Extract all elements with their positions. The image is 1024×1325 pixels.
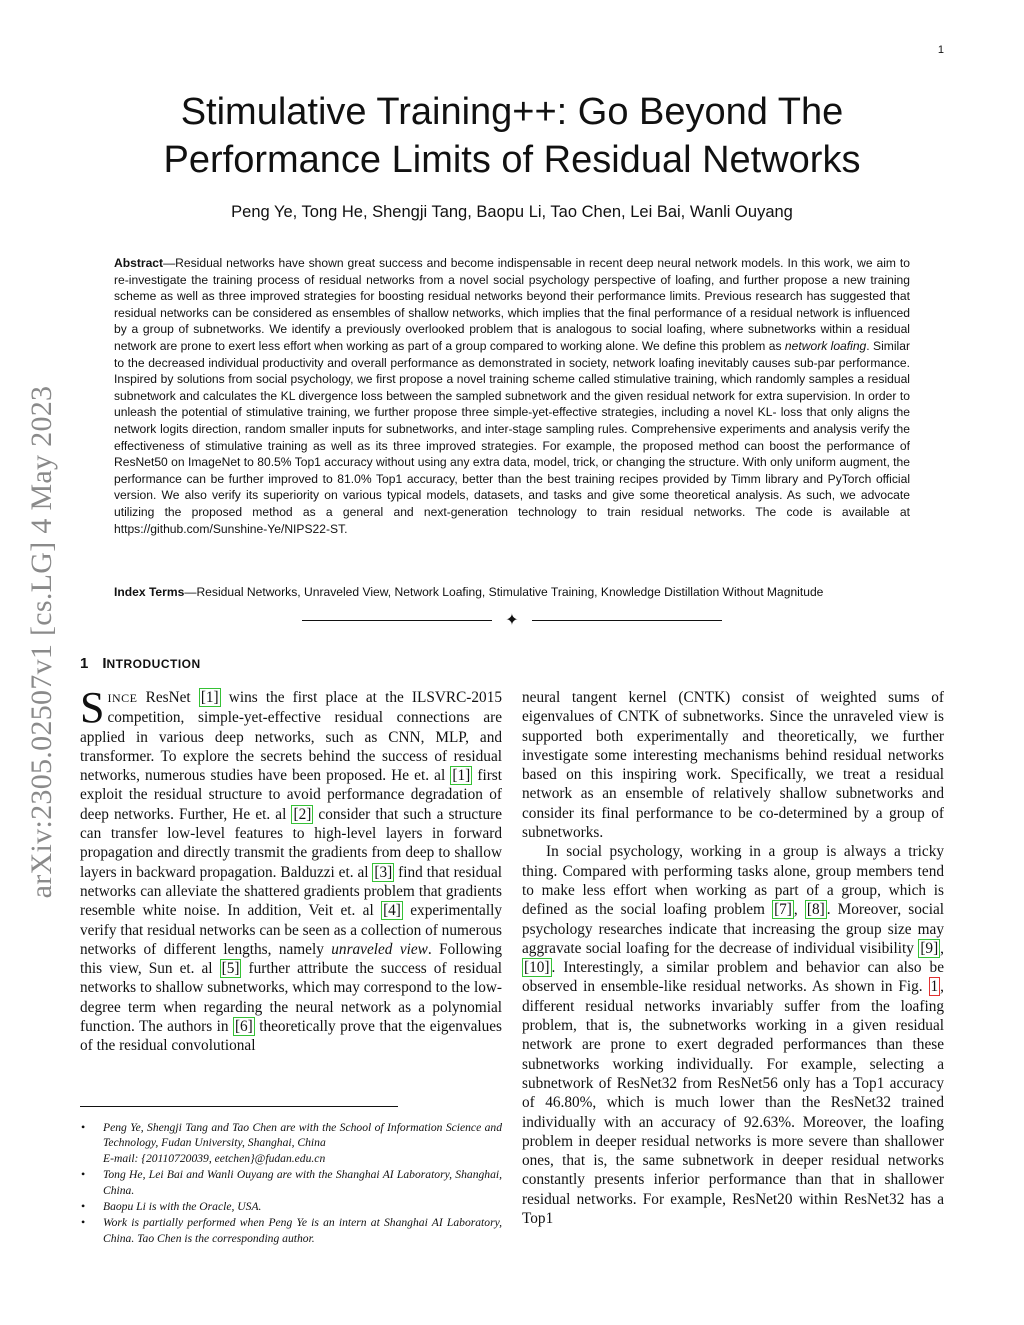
right-paragraph-1: neural tangent kernel (CNTK) consist of weighted sums of eigenvalues of CNTK of subnetworks. Since the unraveled view is supported both experimentally and theoretically, we further investigate some interesting mechanisms behind residual networks based on this inspiring work. Specifically, we treat a residual network as an ensemble of relatively shallow subnetworks and consider its final performance to be co-determined by a group of subnetworks. (522, 689, 944, 842)
right-paragraph-2 (522, 842, 944, 1228)
affiliation-footnotes (80, 1120, 502, 1247)
footnote-rule (80, 1106, 398, 1107)
citation-link[interactable]: [10] (524, 959, 550, 977)
diamond-star-icon: ✦ (505, 612, 519, 629)
section-heading-introduction (80, 655, 201, 672)
abstract (114, 255, 910, 537)
section-title-rest: NTRODUCTION (106, 657, 201, 671)
footnote-text: Baopu Li is with the Oracle, USA. (103, 1200, 262, 1214)
intro-left-column (80, 683, 503, 1056)
divider-line-left (302, 620, 492, 621)
drop-cap: S (80, 683, 105, 732)
citation-separator: , (940, 939, 944, 957)
title-line-2: Performance Limits of Residual Networks (163, 139, 861, 181)
paper-title (0, 88, 1024, 184)
citation-link[interactable]: [8] (806, 901, 825, 919)
author-list: Peng Ye, Tong He, Shengji Tang, Baopu Li, Tao Chen, Lei Bai, Wanli Ouyang (231, 203, 793, 221)
lead-smallcaps: INCE (107, 691, 138, 705)
index-terms (114, 585, 910, 599)
footnote-item (80, 1120, 502, 1166)
section-number: 1 (80, 655, 89, 672)
right-text: . Interestingly, a similar problem and behavior can also be observed in ensemble-like residual networks. As shown in Fig. (522, 959, 944, 996)
footnote-text: Work is partially performed when Peng Ye is an intern at Shanghai AI Laboratory, China. Tao Chen is the corresponding author. (103, 1216, 502, 1245)
left-text: theoretically prove that the eigenvalues of the residual convolutional (80, 1018, 502, 1055)
citation-link[interactable]: [1] (200, 689, 219, 706)
emphasis-unraveled-view: unraveled view (331, 940, 428, 958)
footnote-email: E-mail: {20110720039, eetchen}@fudan.edu.cn (103, 1151, 326, 1165)
right-text: . Moreover, social psychology researches indicate that increasing the group size may aggravate social loafing for the decrease of individual visibility (522, 901, 944, 957)
arxiv-identifier: arXiv:2305.02507v1 [cs.LG] 4 May 2023 (25, 385, 58, 899)
left-text: . Following this view, Sun et. al (80, 940, 502, 978)
abstract-text-2: . Similar to the decreased individual productivity and overall performance as demonstrated in society, network loafing inevitably causes sub-par performance. Inspired by solutions from social psychology, we first propose a novel training scheme called stimulative training, which randomly samples a residual subnetwork and calculates the KL divergence loss between the sampled subnetwork and the given residual network for extra supervision. In order to unleash the potential of stimulative training, we further propose three simple-yet-effective strategies, including a novel KL- loss that only aligns the network logits direction, random smaller inputs for subnetworks, and inter-stage sampling rules. Comprehensive experiments and analysis verify the effectiveness of stimulative training as well as its three improved strategies. For example, the proposed method can boost the performance of ResNet50 on ImageNet to 80.5% Top1 accuracy without using any extra data, model, trick, or changing the structure. With only uniform augment, the performance can be further improved to 81.0% Top1 accuracy, better than the best training recipes provided by Timm library and PyTorch official version. We also verify its superiority on various typical models, datasets, and tasks and give some theoretical analysis. As such, we advocate utilizing the proposed method as a general and next-generation technology to train residual networks. The code is available at https://github.com/Sunshine-Ye/NIPS22-ST. (114, 338, 910, 536)
abstract-label: Abstract (114, 256, 164, 270)
intro-right-column (522, 688, 944, 1228)
left-text: find that residual networks can alleviate the shattered gradients problem that gradients resemble white noise. In addition, Veit et. al (80, 863, 502, 920)
abstract-emphasis: network loafing (784, 338, 867, 353)
left-text: wins the first place at the ILSVRC-2015 competition, simple-yet-effective residual connections are applied in various deep networks, such as CNN, MLP, and transformer. To explore the secrets behind the success of residual networks, numerous studies have been proposed. He et. al (80, 689, 502, 785)
footnote-item (80, 1199, 502, 1214)
section-title-initial: I (102, 655, 107, 672)
page-number: 1 (937, 44, 944, 56)
citation-link[interactable]: [1] (452, 767, 471, 785)
footnote-item (80, 1215, 502, 1246)
left-text: experimentally verify that residual networks can be seen as a collection of numerous networks of different lengths, namely (80, 902, 502, 958)
right-text: In social psychology, working in a group is always a tricky thing. Compared with performing tasks alone, group members tend to make less effort when working as part of a group, which is defined as the social loafing problem (522, 843, 944, 919)
citation-link[interactable]: [6] (234, 1018, 253, 1036)
footnote-item (80, 1167, 502, 1198)
left-text: first exploit the residual structure to avoid performance degradation of deep networks. Further, He et. al (80, 767, 502, 823)
divider-line-right (532, 620, 722, 621)
index-terms-text: —Residual Networks, Unraveled View, Network Loafing, Stimulative Training, Knowledge Distillation Without Magnitude (184, 585, 824, 599)
citation-separator: , (793, 901, 805, 919)
abstract-text-1: —Residual networks have shown great success and become indispensable in recent deep neural network models. In this work, we aim to re-investigate the training process of residual networks from a novel social psychology perspective of loafing, and further propose a new training scheme as well as three improved strategies for boosting residual networks beyond their performance limits. Previous research has suggested that residual networks can be considered as ensembles of shallow networks, which implies that the final performance of a residual network is influenced by a group of subnetworks. We identify a previously overlooked problem that is analogous to social loafing, where subnetworks within a residual network are prone to exert less effort when working as part of a group compared to working alone. We define this problem as (114, 256, 910, 353)
citation-link[interactable]: [5] (221, 960, 240, 978)
citation-link[interactable]: [4] (383, 902, 401, 920)
footnote-text: Peng Ye, Shengji Tang and Tao Chen are with the School of Information Science and Technology, Fudan University, Shanghai, China (103, 1121, 502, 1150)
citation-link[interactable]: [3] (374, 863, 393, 881)
index-terms-label: Index Terms (114, 585, 185, 599)
right-text: , different residual networks invariably suffer from the loafing problem, that is, the subnetworks working in a given residual network are prone to exert degraded performances than these subnetworks working individually. For example, selecting a subnetwork of ResNet32 from ResNet56 only has a Top1 accuracy of 46.80%, which is much lower than the ResNet32 trained individually with an accuracy of 92.63%. Moreover, the loafing problem in deeper residual networks is more severe than shallower ones, that is, the same subnetwork in deeper residual networks constantly presents inferior performance than that in shallower residual networks. For example, ResNet20 within ResNet32 has a Top1 (522, 978, 944, 1228)
section-divider (302, 612, 722, 630)
left-text: consider that such a structure can transfer low-level features to high-level layers in forward propagation and directly transmit the gradients from deep to shallow layers in backward propagation. Balduzzi et. al (80, 805, 502, 881)
citation-link[interactable]: [9] (920, 939, 939, 957)
footnote-text: Tong He, Lei Bai and Wanli Ouyang are with the Shanghai AI Laboratory, Shanghai, China. (103, 1168, 502, 1197)
title-line-1: Stimulative Training++: Go Beyond The (180, 91, 844, 133)
citation-link[interactable]: [7] (774, 901, 792, 919)
left-text: ResNet (137, 689, 199, 706)
figure-link[interactable]: 1 (930, 978, 939, 996)
citation-link[interactable]: [2] (293, 805, 312, 823)
left-text: further attribute the success of residual networks to shallow subnetworks, which may correspond to the low-degree term when regarding the neural network as a polynomial function. The authors in (80, 960, 503, 1036)
